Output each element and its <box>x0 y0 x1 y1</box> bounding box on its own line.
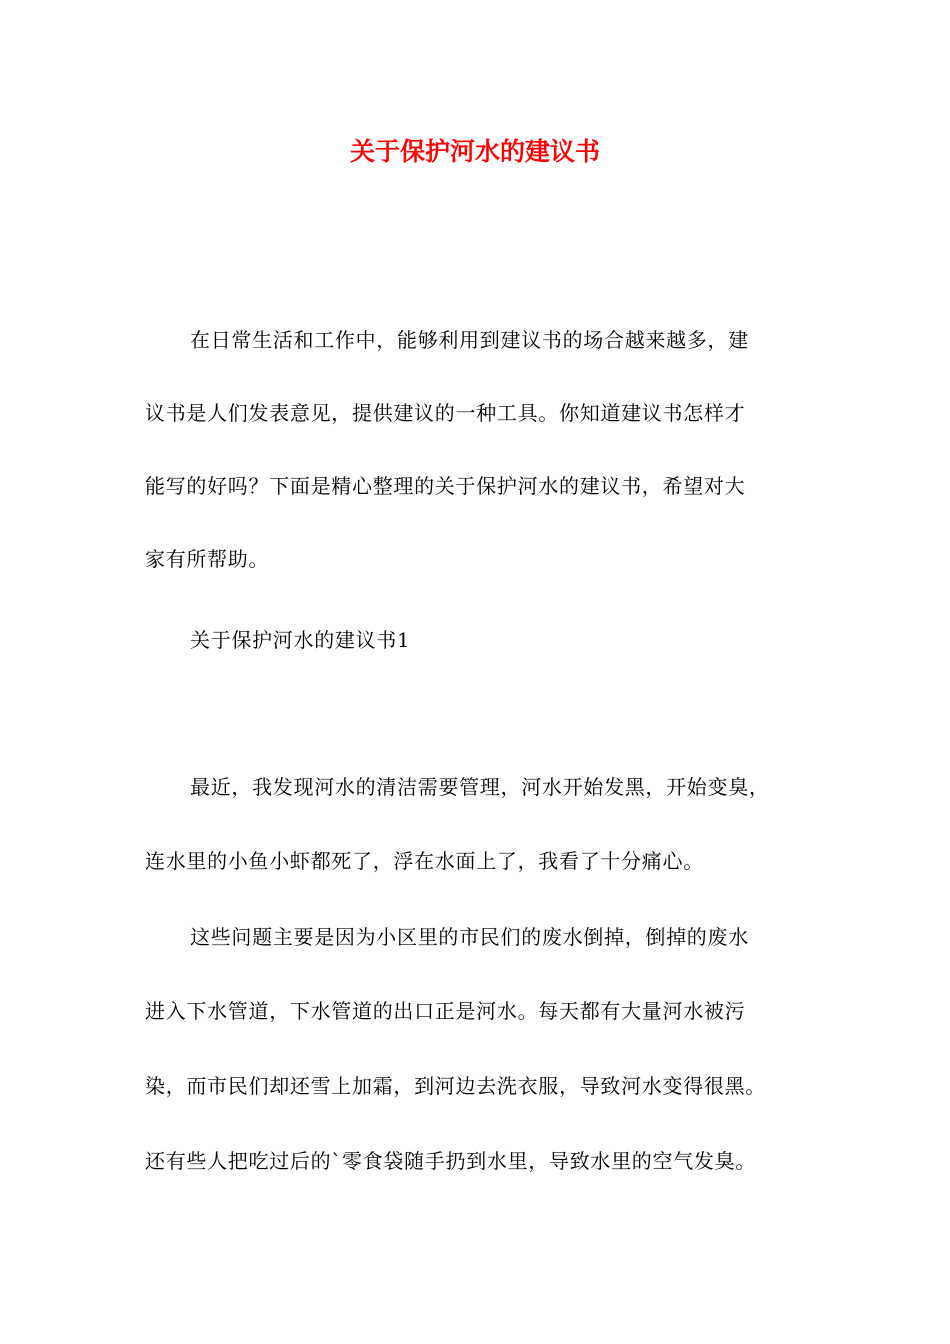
paragraph-line: 进入下水管道，下水管道的出口正是河水。每天都有大量河水被污 <box>145 999 746 1023</box>
paragraph-line: 议书是人们发表意见，提供建议的一种工具。你知道建议书怎样才 <box>145 401 746 425</box>
paragraph-line: 连水里的小鱼小虾都死了，浮在水面上了，我看了十分痛心。 <box>145 849 704 873</box>
paragraph-line: 在日常生活和工作中，能够利用到建议书的场合越来越多，建 <box>190 328 749 352</box>
paragraph-line: 最近，我发现河水的清洁需要管理，河水开始发黑，开始变臭， <box>190 775 770 799</box>
paragraph-line: 还有些人把吃过后的`零食袋随手扔到水里，导致水里的空气发臭。 <box>145 1149 756 1173</box>
paragraph-line: 家有所帮助。 <box>145 547 270 571</box>
paragraph-line: 这些问题主要是因为小区里的市民们的废水倒掉，倒掉的废水 <box>190 925 749 949</box>
paragraph-line: 染，而市民们却还雪上加霜，到河边去洗衣服，导致河水变得很黑。 <box>145 1074 766 1098</box>
section-heading: 关于保护河水的建议书1 <box>190 628 411 652</box>
document-title: 关于保护河水的建议书 <box>349 137 600 166</box>
paragraph-line: 能写的好吗？下面是精心整理的关于保护河水的建议书，希望对大 <box>145 474 746 498</box>
